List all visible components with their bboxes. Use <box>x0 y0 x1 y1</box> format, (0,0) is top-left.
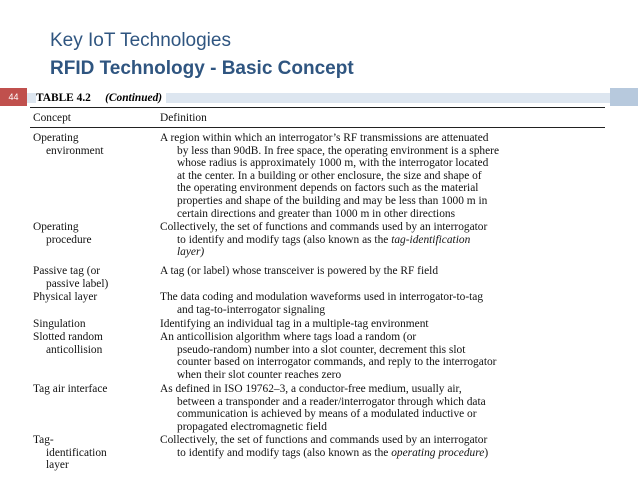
table-row-concept: Tag- identification layer <box>33 434 107 472</box>
table-row-definition: A tag (or label) whose transceiver is powered by the RF field <box>160 265 439 277</box>
table-row-concept: Physical layer <box>33 291 98 303</box>
table-row-concept: Singulation <box>33 318 86 330</box>
table-row-definition: An anticollision algorithm where tags load a random (or pseudo-random) number into a slot counter, decrement this slot counter based on interrogator commands, and reply to the interrogator when their slot counter reaches zero <box>160 331 497 381</box>
table-row-definition: A region within which an interrogator’s RF transmissions are attenuated by less than 90dB. In free space, the operating environment is a sphere whose radius is approximately 1000 m, with the interrogator located at the center. In a building or other enclosure, the size and shape of the operating environment depends on factors such as the material properties and shape of the building and may be less than 1000 m in certain directions and greater than 1000 m in other directions <box>160 132 500 220</box>
table-row-concept: Passive tag (or passive label) <box>33 265 109 290</box>
slide-subtitle: RFID Technology - Basic Concept <box>50 58 354 79</box>
table-row-definition: Collectively, the set of functions and commands used by an interrogator to identify and modify tags (also known as the operating procedure) <box>160 434 489 459</box>
table-row-concept: Slotted random anticollision <box>33 331 103 356</box>
table-row-definition: Identifying an individual tag in a multiple-tag environment <box>160 318 429 330</box>
table-caption-label: TABLE 4.2 <box>36 92 91 104</box>
table-row-definition: The data coding and modulation waveforms used in interrogator-to-tag and tag-to-interrogator signaling <box>160 291 484 316</box>
column-header-definition: Definition <box>160 112 207 124</box>
table-caption-note: (Continued) <box>105 92 163 104</box>
header-accent-square <box>610 88 638 106</box>
page-number-badge: 44 <box>0 88 27 106</box>
table-header-rule <box>30 127 605 128</box>
table-row-concept: Operating procedure <box>33 221 92 246</box>
table-caption <box>36 92 166 104</box>
table-row-concept: Operating environment <box>33 132 104 157</box>
table-top-rule <box>30 107 605 108</box>
table-row-concept: Tag air interface <box>33 383 108 395</box>
column-header-concept: Concept <box>33 112 71 124</box>
table-row-definition: As defined in ISO 19762–3, a conductor-free medium, usually air, between a transponder and a reader/interrogator through which data communication is achieved by means of a modulated inductive or propagated electromagnetic field <box>160 383 486 433</box>
slide-title: Key IoT Technologies <box>50 30 231 51</box>
table-row-definition: Collectively, the set of functions and commands used by an interrogator to identify and modify tags (also known as the tag-identification layer) <box>160 221 488 259</box>
